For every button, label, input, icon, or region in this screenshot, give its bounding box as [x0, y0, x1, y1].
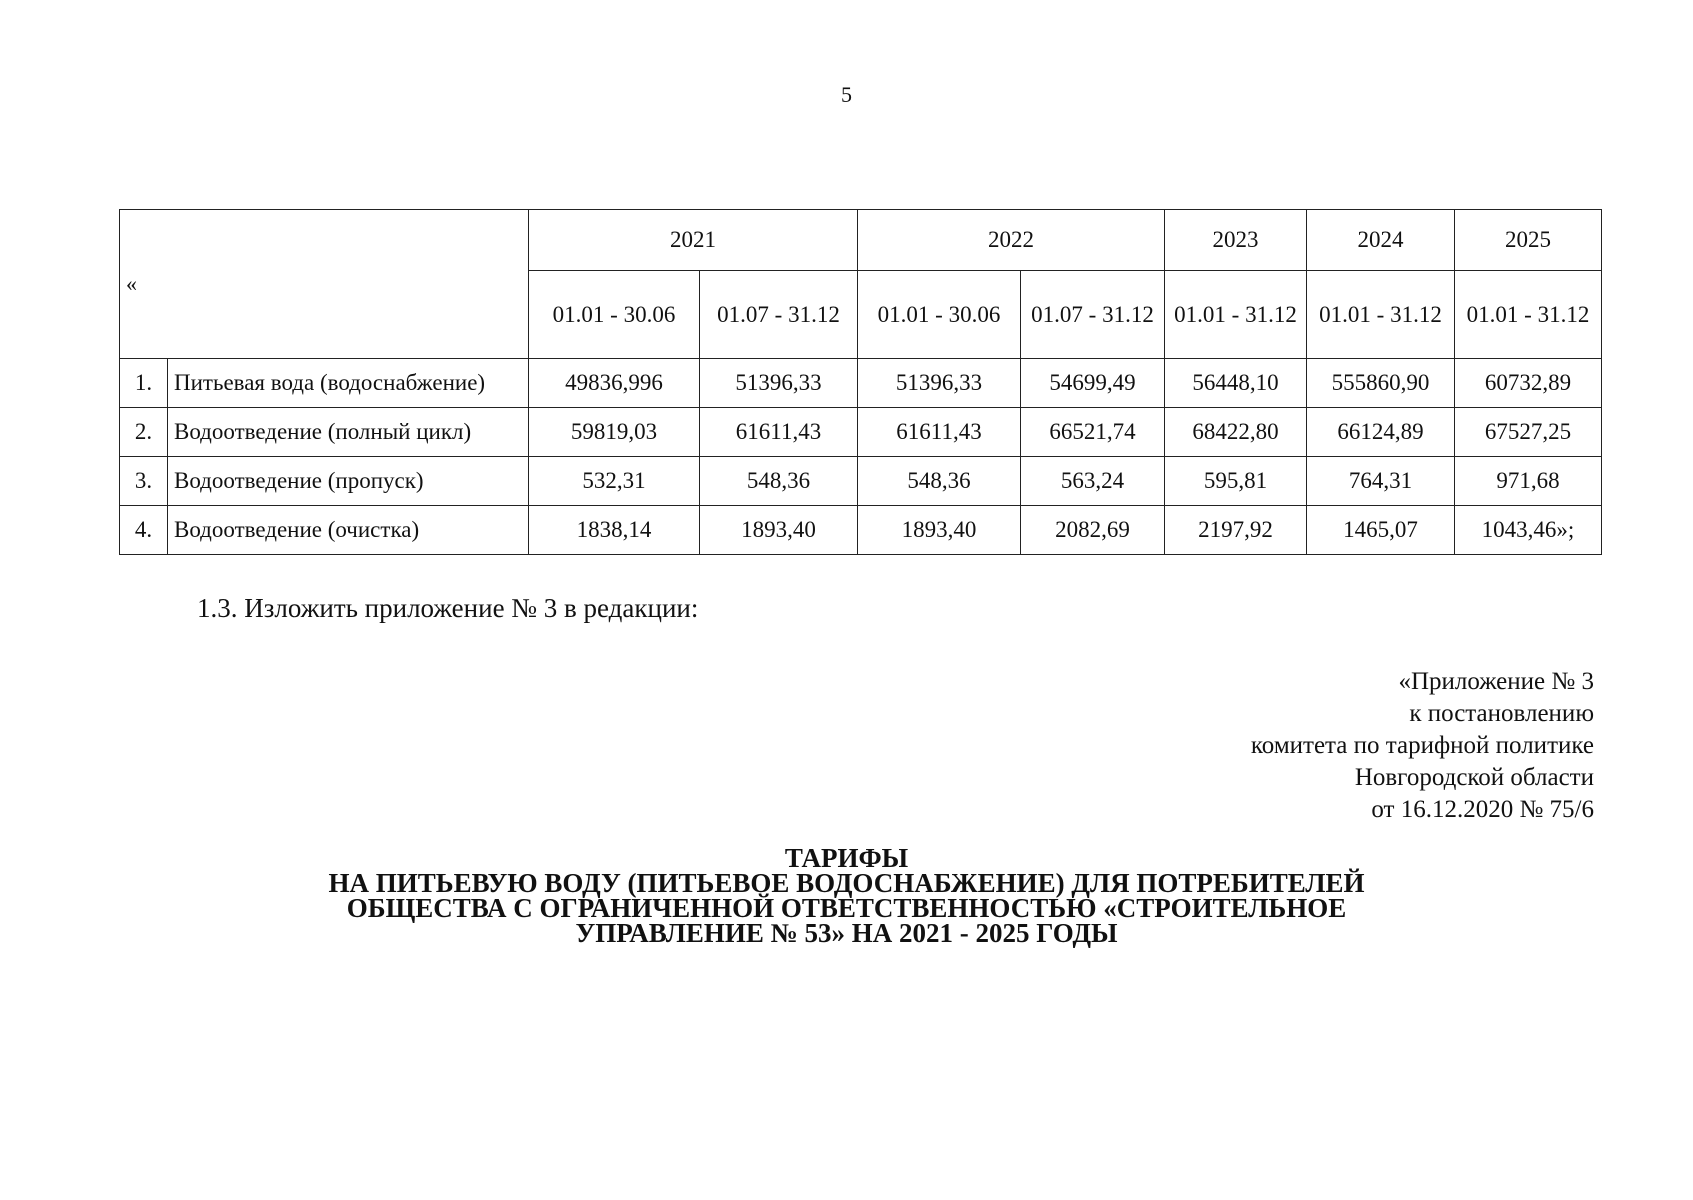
appendix-line: комитета по тарифной политике — [1250, 732, 1594, 759]
tariff-value: 66124,89 — [1307, 408, 1455, 457]
tariff-table — [119, 209, 1602, 555]
year-header-2024: 2024 — [1307, 210, 1455, 271]
period-header: 01.01 - 31.12 — [1307, 271, 1455, 359]
title-line: ТАРИФЫ — [784, 843, 909, 873]
year-header-2021: 2021 — [529, 210, 858, 271]
period-header: 01.07 - 31.12 — [1021, 271, 1165, 359]
tariff-value: 54699,49 — [1021, 359, 1165, 408]
year-header-2023: 2023 — [1165, 210, 1307, 271]
tariff-value: 1043,46»; — [1455, 506, 1602, 555]
tariff-value: 971,68 — [1455, 457, 1602, 506]
tariff-value: 548,36 — [858, 457, 1021, 506]
appendix-line: «Приложение № 3 — [1398, 668, 1594, 695]
corner-cell: « — [120, 210, 529, 359]
title-line: НА ПИТЬЕВУЮ ВОДУ (ПИТЬЕВОЕ ВОДОСНАБЖЕНИЕ) ДЛЯ ПОТРЕБИТЕЛЕЙ — [328, 868, 1365, 898]
tariff-value: 532,31 — [529, 457, 700, 506]
title-line: ОБЩЕСТВА С ОГРАНИЧЕННОЙ ОТВЕТСТВЕННОСТЬЮ «СТРОИТЕЛЬНОЕ — [346, 893, 1347, 923]
tariff-value: 49836,996 — [529, 359, 700, 408]
tariff-value: 67527,25 — [1455, 408, 1602, 457]
table-row — [120, 457, 1602, 506]
tariff-value: 51396,33 — [858, 359, 1021, 408]
period-header: 01.01 - 30.06 — [858, 271, 1021, 359]
row-name: Водоотведение (полный цикл) — [168, 408, 529, 457]
period-header: 01.07 - 31.12 — [700, 271, 858, 359]
tariff-value: 1893,40 — [858, 506, 1021, 555]
tariff-value: 60732,89 — [1455, 359, 1602, 408]
period-header: 01.01 - 31.12 — [1455, 271, 1602, 359]
appendix-line: Новгородской области — [1354, 764, 1594, 791]
tariff-value: 59819,03 — [529, 408, 700, 457]
row-number: 1. — [120, 359, 168, 408]
tariff-value: 563,24 — [1021, 457, 1165, 506]
instruction-paragraph: 1.3. Изложить приложение № 3 в редакции: — [197, 593, 699, 623]
tariff-value: 68422,80 — [1165, 408, 1307, 457]
tariff-value: 56448,10 — [1165, 359, 1307, 408]
appendix-line: от 16.12.2020 № 75/6 — [1371, 796, 1594, 823]
row-name: Питьевая вода (водоснабжение) — [168, 359, 529, 408]
year-header-row — [120, 210, 1602, 271]
tariff-value: 1465,07 — [1307, 506, 1455, 555]
period-header: 01.01 - 31.12 — [1165, 271, 1307, 359]
appendix-line: к постановлению — [1409, 700, 1594, 727]
tariff-value: 61611,43 — [858, 408, 1021, 457]
row-number: 4. — [120, 506, 168, 555]
row-name: Водоотведение (пропуск) — [168, 457, 529, 506]
tariff-value: 51396,33 — [700, 359, 858, 408]
row-number: 2. — [120, 408, 168, 457]
tariff-value: 595,81 — [1165, 457, 1307, 506]
year-header-2022: 2022 — [858, 210, 1165, 271]
tariff-value: 66521,74 — [1021, 408, 1165, 457]
year-header-2025: 2025 — [1455, 210, 1602, 271]
tariff-value: 1893,40 — [700, 506, 858, 555]
tariff-value: 61611,43 — [700, 408, 858, 457]
tariff-value: 1838,14 — [529, 506, 700, 555]
row-name: Водоотведение (очистка) — [168, 506, 529, 555]
tariff-value: 2082,69 — [1021, 506, 1165, 555]
title-line: УПРАВЛЕНИЕ № 53» НА 2021 - 2025 ГОДЫ — [575, 918, 1118, 948]
row-number: 3. — [120, 457, 168, 506]
table-row — [120, 408, 1602, 457]
page-number: 5 — [841, 82, 852, 107]
appendix-reference — [1251, 666, 1594, 826]
tariff-value: 764,31 — [1307, 457, 1455, 506]
tariff-value: 555860,90 — [1307, 359, 1455, 408]
tariff-value: 548,36 — [700, 457, 858, 506]
document-title — [0, 843, 1693, 948]
period-header: 01.01 - 30.06 — [529, 271, 700, 359]
tariff-value: 2197,92 — [1165, 506, 1307, 555]
table-row — [120, 506, 1602, 555]
table-row — [120, 359, 1602, 408]
